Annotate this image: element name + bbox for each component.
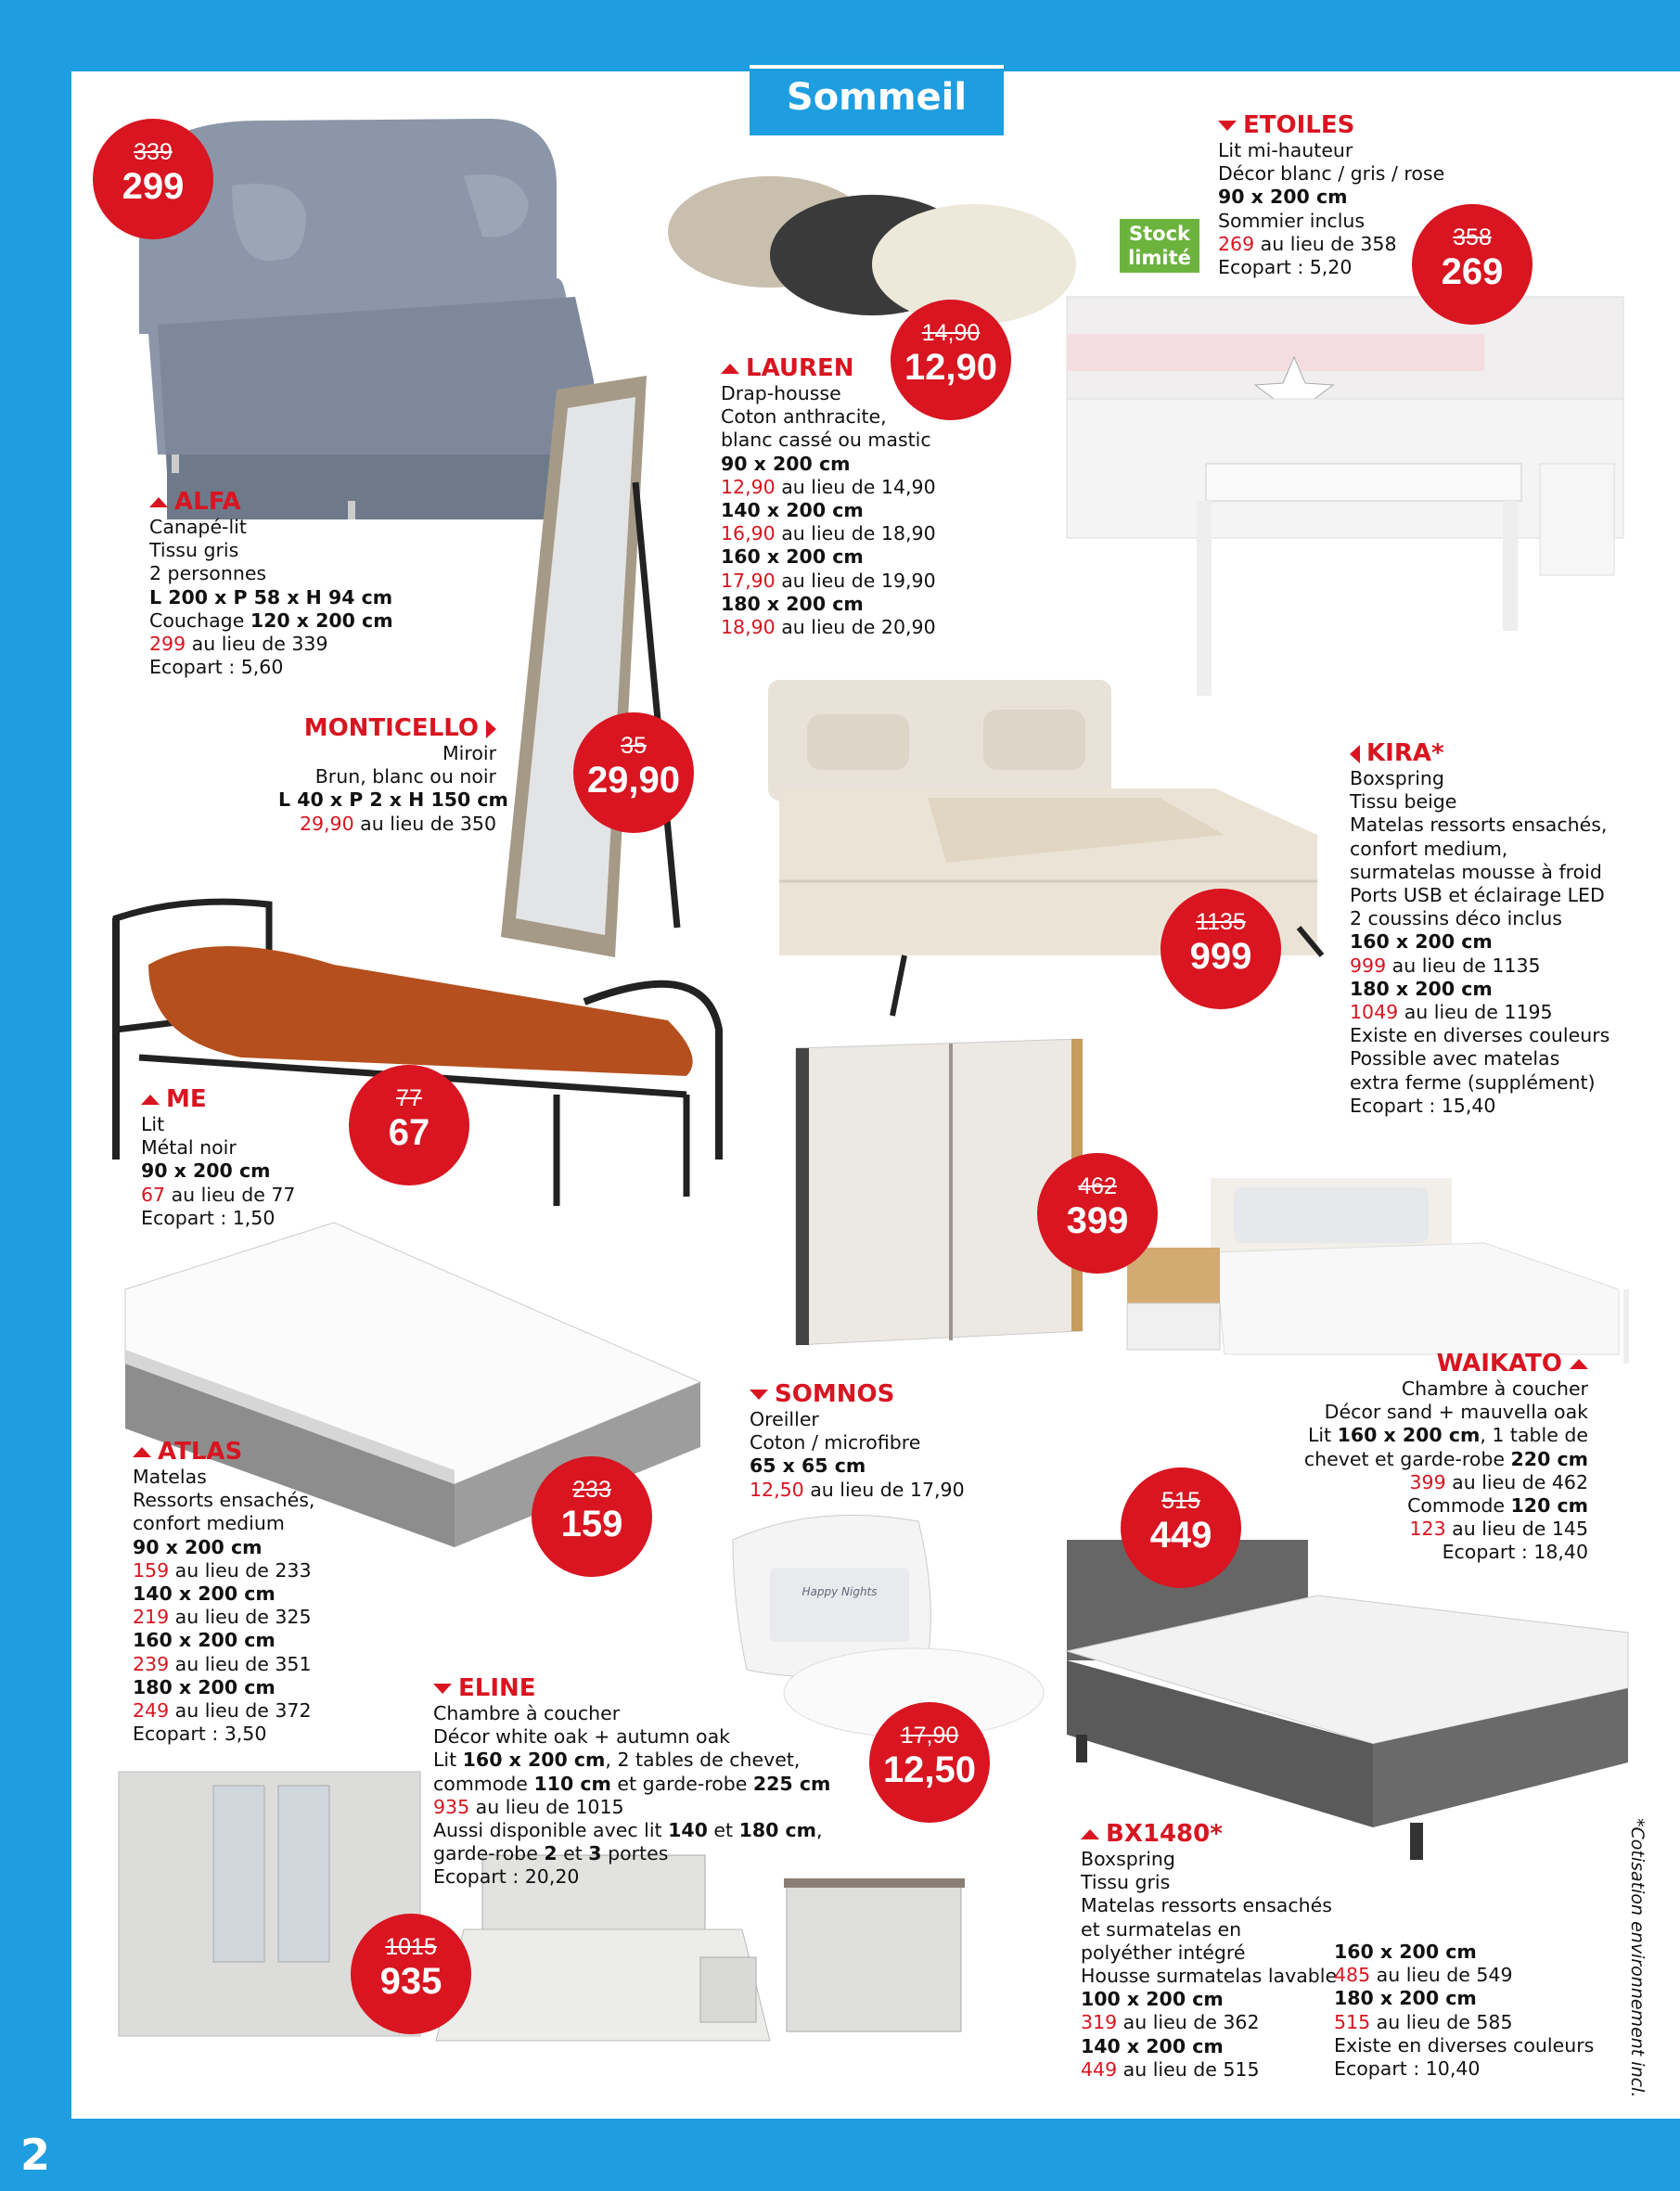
- bx1480-boxspring-image: [1067, 1540, 1628, 1860]
- alfa-description: [149, 488, 393, 679]
- eline-ecopart: Ecopart : 20,20: [433, 1865, 580, 1889]
- arrow-up-icon: [1570, 1359, 1588, 1369]
- atlas-size: 90 x 200 cm: [133, 1535, 263, 1558]
- eline-size: 140: [668, 1819, 708, 1842]
- atlas-line: Matelas: [133, 1466, 207, 1488]
- lauren-size: 160 x 200 cm: [721, 545, 864, 569]
- bx1480-price: 449: [1081, 2057, 1118, 2081]
- atlas-ecopart: Ecopart : 3,50: [133, 1723, 267, 1746]
- lauren-old-price-text: au lieu de 19,90: [775, 569, 936, 592]
- bx1480-old-price-text: au lieu de 515: [1117, 2057, 1260, 2081]
- footnote-text: *Cotisation environnement incl.: [1627, 1818, 1648, 2098]
- lauren-badge-old-price: 14,90: [921, 320, 981, 346]
- arrow-up-icon: [141, 1095, 160, 1105]
- atlas-old-price-text: au lieu de 325: [169, 1606, 312, 1629]
- waikato-size: 160 x 200 cm: [1337, 1424, 1481, 1447]
- atlas-price: 219: [133, 1606, 170, 1629]
- kira-line: Matelas ressorts ensachés,: [1350, 814, 1608, 837]
- eline-size: 2: [544, 1842, 558, 1865]
- waikato-bedroom-image: [1127, 1178, 1629, 1364]
- bx1480-line: Existe en diverses couleurs: [1334, 2033, 1595, 2056]
- somnos-price-badge: [869, 1702, 990, 1823]
- alfa-price-badge: [93, 119, 213, 239]
- waikato-line: Chambre à coucher: [1401, 1377, 1588, 1400]
- kira-badge-new-price: 999: [1189, 936, 1252, 977]
- somnos-badge-old-price: 17,90: [900, 1723, 959, 1749]
- bx1480-description: [1081, 1820, 1337, 2082]
- lauren-line: Drap-housse: [721, 382, 841, 404]
- wardrobe-price-badge: [1037, 1153, 1158, 1274]
- atlas-size: 180 x 200 cm: [133, 1675, 276, 1698]
- etoiles-price-badge: [1412, 204, 1533, 325]
- arrow-left-icon: [1350, 745, 1360, 763]
- kira-line: extra ferme (supplément): [1350, 1070, 1596, 1094]
- alfa-dimensions: L 200 x P 58 x H 94 cm: [149, 585, 393, 609]
- eline-line: portes: [601, 1842, 669, 1865]
- atlas-price-badge: [532, 1456, 652, 1577]
- somnos-line: Oreiller: [750, 1408, 819, 1430]
- eline-line: commode: [433, 1772, 534, 1795]
- lauren-size: 180 x 200 cm: [721, 592, 864, 615]
- lauren-price: 16,90: [721, 522, 776, 545]
- bx1480-price-badge: [1121, 1467, 1241, 1588]
- kira-title: KIRA*: [1366, 739, 1444, 767]
- kira-size: 180 x 200 cm: [1350, 977, 1493, 1000]
- bx1480-line: Tissu gris: [1081, 1871, 1171, 1894]
- eline-old-price-text: au lieu de 1015: [469, 1795, 624, 1818]
- alfa-sleep-size: 120 x 200 cm: [250, 609, 393, 632]
- kira-description: [1350, 739, 1609, 1118]
- stock-limited-badge: [1120, 219, 1199, 273]
- atlas-price: 249: [133, 1699, 170, 1723]
- atlas-old-price-text: au lieu de 372: [169, 1699, 312, 1723]
- atlas-description: [133, 1438, 314, 1746]
- atlas-line: Ressorts ensachés,: [133, 1489, 315, 1512]
- bx1480-badge-new-price: 449: [1149, 1515, 1212, 1556]
- lauren-line: Coton anthracite,: [721, 405, 887, 429]
- kira-size: 160 x 200 cm: [1350, 930, 1493, 954]
- waikato-size: 120 cm: [1510, 1494, 1588, 1518]
- section-title: Sommeil: [750, 65, 1004, 135]
- eline-line: Lit: [433, 1749, 463, 1772]
- somnos-title: SOMNOS: [775, 1380, 895, 1408]
- etoiles-title: ETOILES: [1243, 111, 1355, 139]
- etoiles-description: [1218, 111, 1444, 279]
- kira-price: 999: [1350, 954, 1387, 977]
- lauren-badge-new-price: 12,90: [904, 347, 998, 388]
- me-old-price-text: au lieu de 77: [165, 1183, 296, 1206]
- lauren-size: 140 x 200 cm: [721, 499, 864, 522]
- monticello-badge-old-price: 35: [621, 733, 647, 759]
- atlas-size: 160 x 200 cm: [133, 1629, 276, 1652]
- lauren-title: LAUREN: [746, 354, 854, 382]
- etoiles-ecopart: Ecopart : 5,20: [1218, 256, 1353, 279]
- eline-size: 180 cm: [738, 1819, 817, 1842]
- arrow-down-icon: [1218, 121, 1237, 131]
- me-description: [141, 1085, 295, 1230]
- bx1480-ecopart: Ecopart : 10,40: [1334, 2057, 1481, 2081]
- alfa-line: 2 personnes: [149, 562, 267, 585]
- somnos-badge-new-price: 12,50: [882, 1749, 977, 1790]
- kira-line: Tissu beige: [1350, 790, 1457, 814]
- bx1480-old-price-text: au lieu de 549: [1370, 1964, 1513, 1987]
- alfa-price: 299: [149, 633, 186, 656]
- atlas-badge-old-price: 233: [572, 1477, 611, 1503]
- eline-size: 3: [588, 1842, 602, 1865]
- etoiles-badge-new-price: 269: [1441, 251, 1504, 292]
- arrow-up-icon: [133, 1447, 151, 1457]
- alfa-badge-new-price: 299: [122, 166, 185, 207]
- waikato-line: chevet et garde-robe: [1303, 1447, 1511, 1470]
- alfa-line: Couchage: [149, 609, 250, 632]
- waikato-line: Lit: [1307, 1424, 1338, 1447]
- somnos-price: 12,50: [750, 1478, 804, 1501]
- monticello-price: 29,90: [299, 812, 354, 835]
- alfa-line: Canapé-lit: [149, 516, 247, 538]
- alfa-ecopart: Ecopart : 5,60: [149, 656, 284, 679]
- alfa-line: Tissu gris: [149, 539, 239, 562]
- waikato-title: WAIKATO: [1436, 1350, 1562, 1377]
- bx1480-description-col2: [1334, 1941, 1594, 2081]
- bx1480-line: Boxspring: [1081, 1848, 1175, 1870]
- eline-price: 935: [433, 1795, 470, 1818]
- eline-line: Chambre à coucher: [433, 1702, 621, 1724]
- lauren-price: 17,90: [721, 569, 776, 592]
- arrow-up-icon: [721, 364, 739, 374]
- eline-description: [433, 1674, 830, 1890]
- waikato-price: 399: [1409, 1470, 1446, 1493]
- etoiles-size: 90 x 200 cm: [1218, 186, 1348, 209]
- atlas-badge-new-price: 159: [560, 1504, 623, 1544]
- bx1480-size: 100 x 200 cm: [1081, 1988, 1224, 2011]
- me-price-badge: [349, 1065, 469, 1185]
- waikato-line: , 1 table de: [1480, 1424, 1588, 1447]
- kira-old-price-text: au lieu de 1195: [1398, 1001, 1553, 1024]
- kira-line: Boxspring: [1350, 767, 1444, 789]
- bx1480-badge-old-price: 515: [1161, 1488, 1200, 1514]
- bx1480-old-price-text: au lieu de 362: [1117, 2011, 1260, 2034]
- atlas-price: 159: [133, 1558, 170, 1582]
- atlas-size: 140 x 200 cm: [133, 1582, 276, 1606]
- somnos-description: [750, 1380, 965, 1502]
- kira-price-badge: [1161, 889, 1281, 1009]
- atlas-title: ATLAS: [158, 1438, 243, 1466]
- arrow-up-icon: [1081, 1829, 1099, 1839]
- monticello-line: Miroir: [442, 742, 496, 764]
- somnos-size: 65 x 65 cm: [750, 1454, 866, 1478]
- alfa-title: ALFA: [174, 488, 241, 516]
- eline-line: et: [557, 1842, 589, 1865]
- monticello-title: MONTICELLO: [303, 714, 479, 742]
- me-ecopart: Ecopart : 1,50: [141, 1206, 276, 1229]
- eline-line: et garde-robe: [610, 1772, 753, 1795]
- stock-line: Stock: [1128, 223, 1190, 245]
- arrow-down-icon: [750, 1390, 768, 1400]
- me-line: Lit: [141, 1113, 165, 1135]
- etoiles-price: 269: [1218, 232, 1255, 255]
- monticello-description: [278, 714, 508, 836]
- me-badge-old-price: 77: [396, 1085, 422, 1111]
- waikato-price: 123: [1409, 1518, 1446, 1541]
- wardrobe-badge-new-price: 399: [1066, 1200, 1129, 1241]
- monticello-price-badge: [573, 712, 694, 833]
- bx1480-line: polyéther intégré: [1081, 1941, 1246, 1964]
- kira-line: surmatelas mousse à froid: [1350, 860, 1602, 883]
- lauren-size: 90 x 200 cm: [721, 452, 851, 475]
- etoiles-bed-image: [1067, 297, 1623, 696]
- stock-line: limité: [1128, 247, 1191, 269]
- page-number: 2: [20, 2130, 51, 2180]
- eline-line: Décor white oak + autumn oak: [433, 1725, 731, 1749]
- eline-size: 225 cm: [752, 1772, 831, 1795]
- lauren-price: 18,90: [721, 616, 776, 639]
- somnos-old-price-text: au lieu de 17,90: [803, 1478, 965, 1501]
- kira-line: Existe en diverses couleurs: [1350, 1024, 1610, 1047]
- me-size: 90 x 200 cm: [141, 1160, 271, 1183]
- bx1480-old-price-text: au lieu de 585: [1370, 2010, 1513, 2033]
- atlas-old-price-text: au lieu de 351: [169, 1652, 312, 1675]
- eline-size: 160 x 200 cm: [462, 1749, 606, 1772]
- waikato-old-price-text: au lieu de 462: [1445, 1470, 1588, 1493]
- bx1480-line: Matelas ressorts ensachés: [1081, 1894, 1332, 1917]
- waikato-size: 220 cm: [1510, 1447, 1588, 1470]
- monticello-line: Brun, blanc ou noir: [314, 765, 496, 788]
- lauren-old-price-text: au lieu de 18,90: [775, 522, 936, 545]
- arrow-down-icon: [433, 1684, 452, 1694]
- bx1480-size: 140 x 200 cm: [1081, 2034, 1224, 2057]
- bx1480-line: Housse surmatelas lavable: [1081, 1965, 1338, 1988]
- kira-ecopart: Ecopart : 15,40: [1350, 1094, 1496, 1117]
- kira-line: 2 coussins déco inclus: [1350, 907, 1562, 930]
- kira-price: 1049: [1350, 1001, 1399, 1024]
- arrow-up-icon: [149, 497, 168, 507]
- bx1480-title: BX1480*: [1106, 1820, 1223, 1848]
- me-line: Métal noir: [141, 1136, 237, 1160]
- bx1480-size: 160 x 200 cm: [1334, 1941, 1477, 1963]
- kira-badge-old-price: 1135: [1196, 909, 1246, 935]
- lauren-description: [721, 354, 936, 639]
- wardrobe-badge-old-price: 462: [1078, 1173, 1117, 1199]
- lauren-old-price-text: au lieu de 20,90: [775, 616, 936, 639]
- me-price: 67: [141, 1183, 166, 1206]
- arrow-right-icon: [486, 720, 496, 738]
- etoiles-old-price-text: au lieu de 358: [1254, 232, 1397, 255]
- eline-line: , 2 tables de chevet,: [605, 1749, 801, 1772]
- waikato-ecopart: Ecopart : 18,40: [1442, 1541, 1588, 1564]
- alfa-old-price-text: au lieu de 339: [186, 633, 328, 656]
- bx1480-line: et surmatelas en: [1081, 1917, 1242, 1941]
- etoiles-line: Sommier inclus: [1218, 209, 1366, 232]
- eline-title: ELINE: [458, 1674, 536, 1702]
- bx1480-price: 485: [1334, 1964, 1371, 1987]
- bx1480-price: 319: [1081, 2011, 1118, 2034]
- etoiles-line: Décor blanc / gris / rose: [1218, 162, 1445, 186]
- lauren-sheets-image: [668, 176, 1076, 325]
- etoiles-badge-old-price: 358: [1453, 224, 1492, 250]
- bx1480-price: 515: [1334, 2010, 1371, 2033]
- lauren-old-price-text: au lieu de 14,90: [775, 475, 936, 498]
- kira-line: confort medium,: [1350, 837, 1508, 860]
- monticello-badge-new-price: 29,90: [586, 760, 681, 801]
- eline-line: Aussi disponible avec lit: [433, 1819, 669, 1842]
- monticello-old-price-text: au lieu de 350: [353, 812, 496, 835]
- kira-line: Ports USB et éclairage LED: [1350, 884, 1605, 907]
- atlas-old-price-text: au lieu de 233: [169, 1558, 312, 1582]
- eline-badge-old-price: 1015: [385, 1934, 437, 1960]
- kira-old-price-text: au lieu de 1135: [1386, 954, 1541, 977]
- eline-size: 110 cm: [533, 1772, 611, 1795]
- alfa-badge-old-price: 339: [134, 139, 173, 165]
- waikato-line: Décor sand + mauvella oak: [1324, 1401, 1588, 1424]
- eline-line: et: [707, 1819, 739, 1842]
- eline-badge-new-price: 935: [379, 1961, 442, 2002]
- waikato-description: [1262, 1350, 1588, 1565]
- etoiles-line: Lit mi-hauteur: [1218, 139, 1353, 161]
- eline-line: garde-robe: [433, 1842, 545, 1865]
- pillow-pack-label: Happy Nights: [802, 1585, 878, 1598]
- eline-line: ,: [816, 1819, 823, 1842]
- waikato-old-price-text: au lieu de 145: [1445, 1518, 1588, 1541]
- somnos-line: Coton / microfibre: [750, 1431, 921, 1454]
- waikato-line: Commode: [1407, 1494, 1511, 1518]
- monticello-dimensions: L 40 x P 2 x H 150 cm: [278, 788, 508, 812]
- atlas-price: 239: [133, 1652, 170, 1675]
- lauren-line: blanc cassé ou mastic: [721, 429, 931, 452]
- kira-line: Possible avec matelas: [1350, 1047, 1560, 1070]
- eline-price-badge: [351, 1914, 471, 2034]
- me-title: ME: [166, 1085, 207, 1113]
- atlas-line: confort medium: [133, 1512, 285, 1535]
- lauren-price: 12,90: [721, 475, 776, 498]
- me-badge-new-price: 67: [388, 1112, 430, 1153]
- bx1480-size: 180 x 200 cm: [1334, 1987, 1477, 2010]
